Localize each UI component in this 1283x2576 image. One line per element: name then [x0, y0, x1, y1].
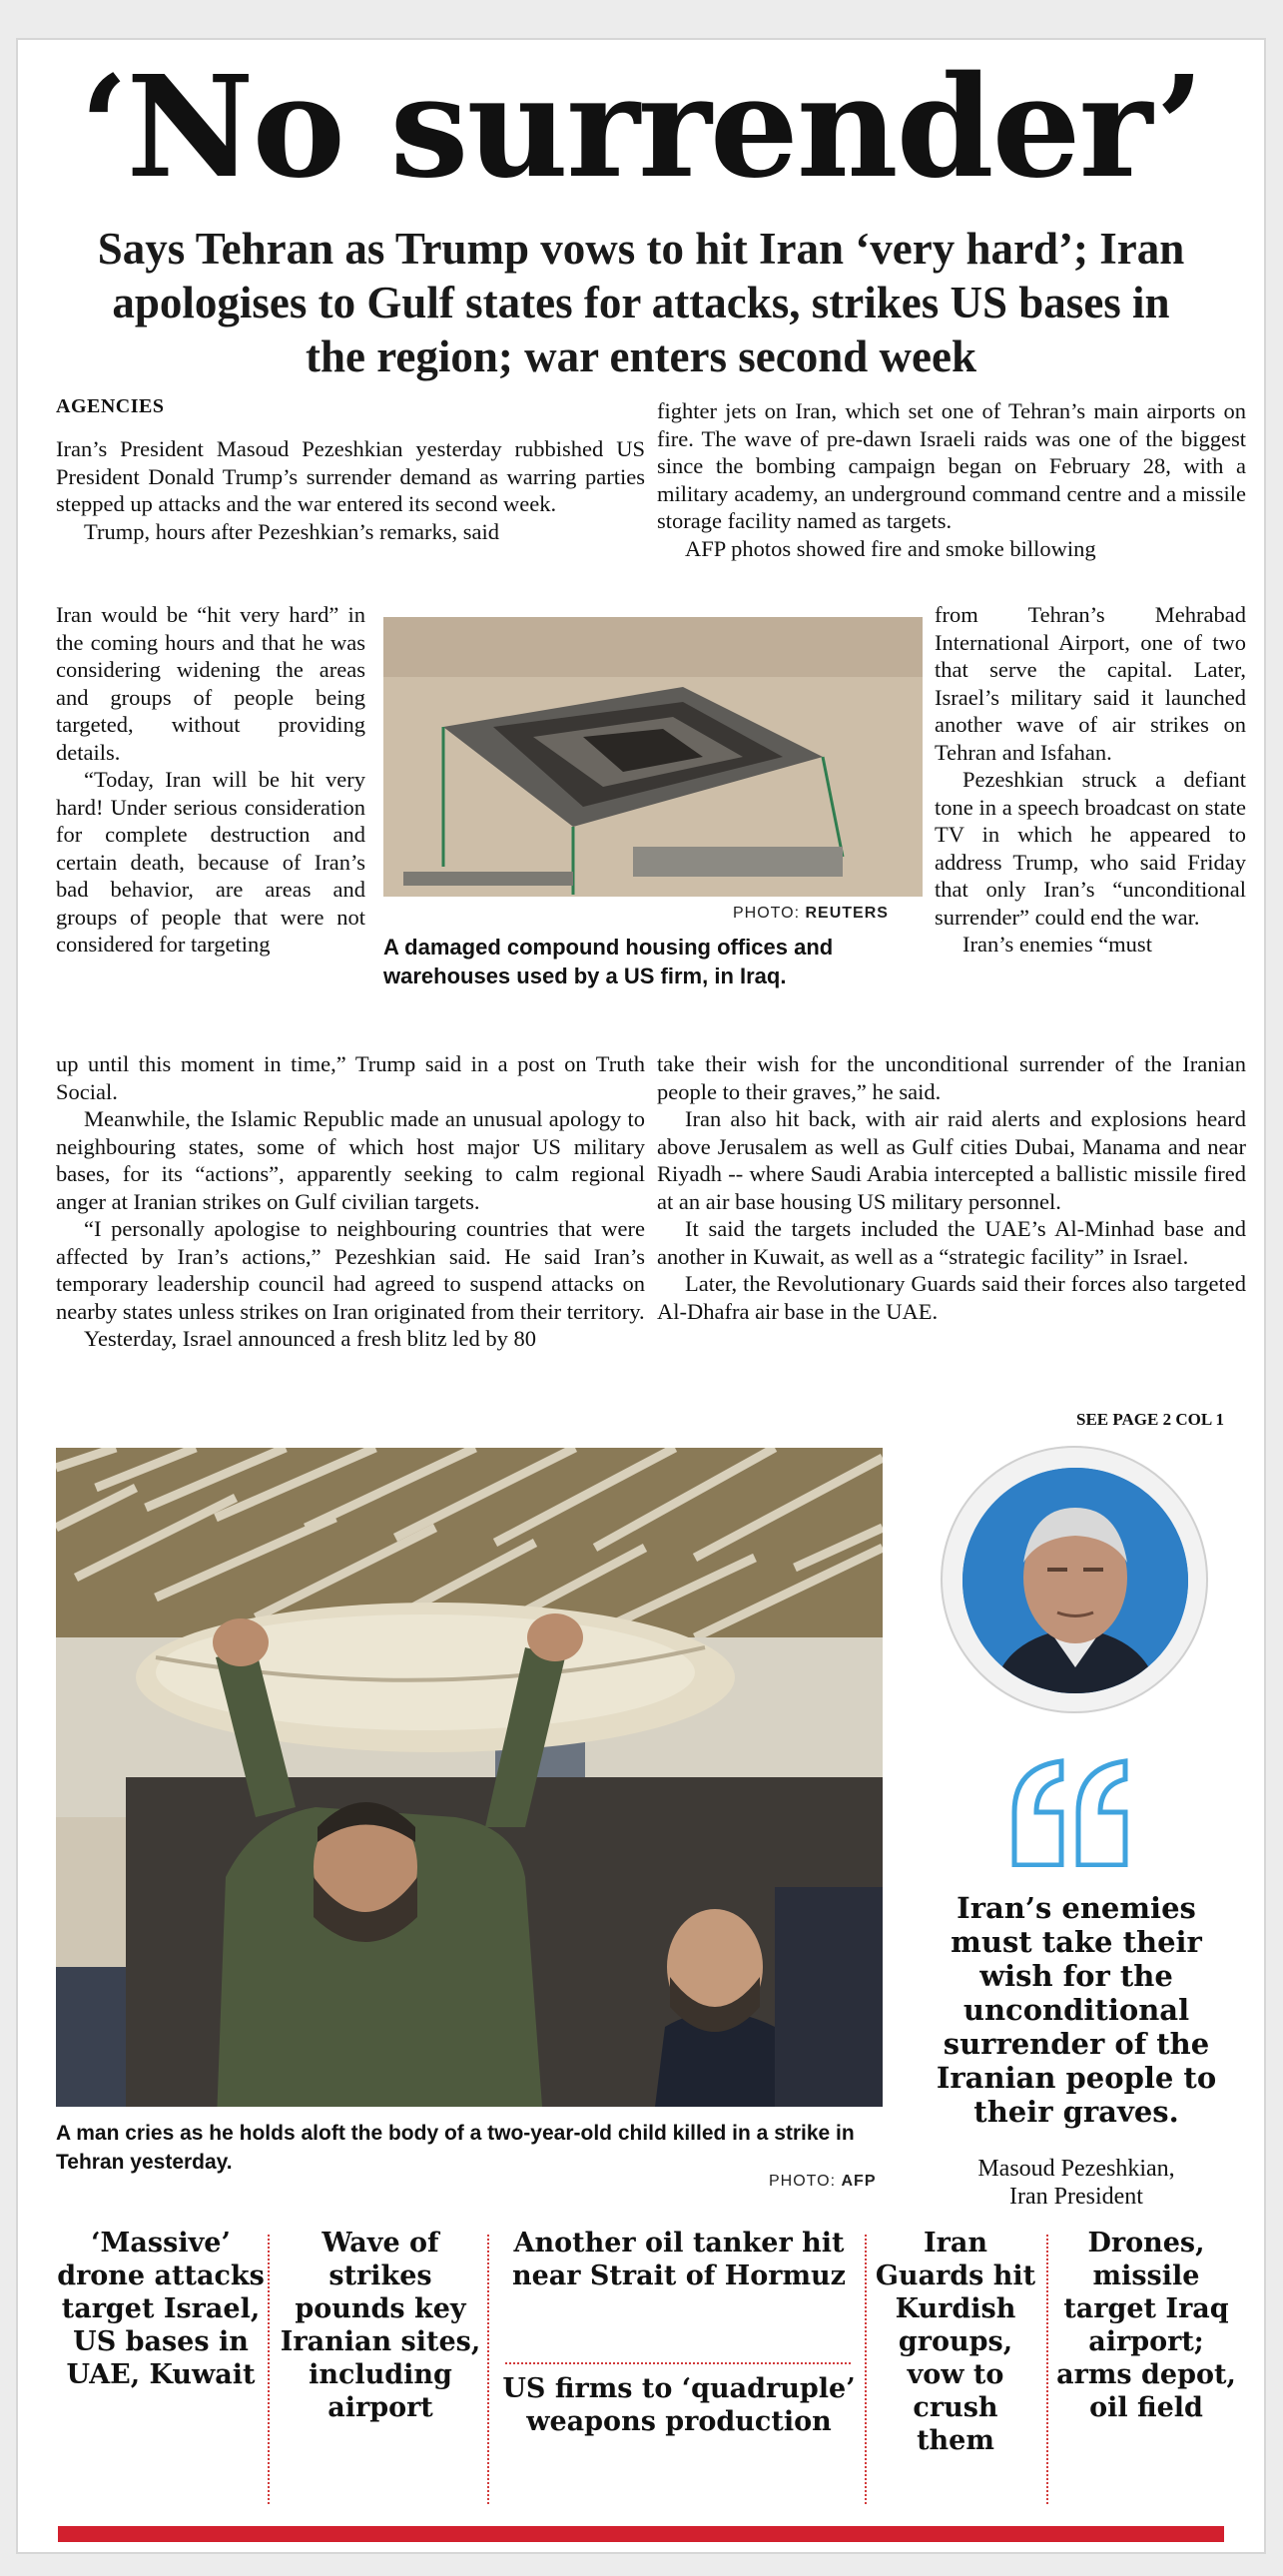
teaser-item[interactable]: Iran Guards hit Kurdish groups, vow to crush them — [875, 2228, 1036, 2456]
story-paragraph: up until this moment in time,” Trump said in a post on Truth Social. — [56, 1051, 645, 1104]
teaser-item[interactable]: Drones, missile target Iraq airport; arms depot, oil field — [1056, 2228, 1236, 2423]
quote-name: Masoud Pezeshkian, — [977, 2156, 1175, 2182]
story-paragraph: Yesterday, Israel announced a fresh blitz led by 80 — [84, 1326, 536, 1351]
headline: ‘No surrender’ — [79, 46, 1203, 210]
story-left-wrap — [56, 601, 365, 959]
teaser-item[interactable]: Another oil tanker hit near Strait of Hormuz — [511, 2228, 847, 2291]
photo-credit: PHOTO: REUTERS — [733, 905, 889, 922]
photo-credit: PHOTO: AFP — [769, 2173, 877, 2190]
story-paragraph: Iran’s President Masoud Pezeshkian yesterday rubbished US President Donald Trump’s surrender demand as warring parties stepped up attacks and the war entered its second week. — [56, 436, 645, 516]
quote-title: Iran President — [1009, 2184, 1143, 2210]
teaser-divider — [268, 2235, 270, 2504]
photo-caption: A man cries as he holds aloft the body of a two-year-old child killed in a strike in Tehran yesterday. — [56, 2122, 855, 2174]
teaser-divider — [1046, 2235, 1048, 2504]
teaser-item[interactable]: ‘Massive’ drone attacks target Israel, US bases in UAE, Kuwait — [57, 2228, 265, 2390]
portrait-photo — [962, 1468, 1188, 1693]
byline: AGENCIES — [56, 395, 165, 417]
teaser-divider — [865, 2235, 867, 2504]
story-paragraph: from Tehran’s Mehrabad International Airport, one of two that serve the capital. Later, Israel’s military said it launched another wave of air strikes on Tehran and Isfahan. — [935, 602, 1246, 765]
funeral-photo — [56, 1448, 883, 2107]
teaser-item[interactable]: Wave of strikes pounds key Iranian sites, including airport — [280, 2228, 481, 2423]
story-paragraph: Iran’s enemies “must — [962, 932, 1152, 957]
pull-quote: Iran’s enemies must take their wish for the unconditional surrender of the Iranian people to their graves. — [936, 1891, 1217, 2129]
teaser-item[interactable]: US firms to ‘quadruple’ weapons production — [502, 2373, 856, 2437]
story-paragraph: Iran would be “hit very hard” in the coming hours and that he was considering widening the areas and groups of people being targeted, without providing details. — [56, 602, 365, 765]
quote-attribution — [927, 2155, 1226, 2211]
story-paragraph: fighter jets on Iran, which set one of Tehran’s main airports on fire. The wave of pre-dawn Israeli raids was one of the biggest since the bombing campaign began on February 28, with a military academy, an underground command centre and a missile storage facility named as targets. — [657, 398, 1246, 533]
story-right-cont — [657, 1050, 1246, 1325]
story-paragraph: Trump, hours after Pezeshkian’s remarks, said — [84, 518, 499, 544]
portrait-frame — [941, 1446, 1208, 1713]
story-paragraph: It said the targets included the UAE’s Al-Minhad base and another in Kuwait, as well as a “strategic facility” in Israel. — [657, 1216, 1246, 1269]
story-left-cont — [56, 1050, 645, 1353]
story-paragraph: Meanwhile, the Islamic Republic made an unusual apology to neighbouring states, some of which host major US military bases, for its “actions”, apparently seeking to calm regional anger at Iranian strikes on Gulf civilian targets. — [56, 1106, 645, 1214]
story-right-top — [657, 397, 1246, 562]
story-paragraph: Pezeshkian struck a defiant tone in a speech broadcast on state TV in which he appeared to address Trump, who said Friday that only Iran’s “unconditional surrender” could end the war. — [935, 767, 1246, 930]
story-paragraph: take their wish for the unconditional surrender of the Iranian people to their graves,” he said. — [657, 1051, 1246, 1104]
story-left-top — [56, 435, 645, 545]
subhead: Says Tehran as Trump vows to hit Iran ‘very hard’; Iran apologises to Gulf states for attacks, strikes US bases in the region; war enters second week — [97, 224, 1185, 381]
compound-photo — [383, 617, 923, 897]
teaser-divider — [505, 2362, 851, 2364]
story-paragraph: “Today, Iran will be hit very hard! Under serious consideration for complete destruction and certain death, because of Iran’s bad behavior, are areas and groups of people that were not considered for targeting — [56, 767, 365, 957]
story-right-wrap — [935, 601, 1246, 959]
teaser-divider — [487, 2235, 489, 2504]
story-paragraph: AFP photos showed fire and smoke billowing — [685, 535, 1096, 561]
front-page — [16, 38, 1266, 2554]
accent-bar — [58, 2526, 1224, 2542]
story-paragraph: Later, the Revolutionary Guards said their forces also targeted Al-Dhafra air base in the UAE. — [657, 1271, 1246, 1324]
photo-caption: A damaged compound housing offices and warehouses used by a US firm, in Iraq. — [383, 935, 834, 988]
continuation-note: SEE PAGE 2 COL 1 — [1076, 1410, 1224, 1429]
story-paragraph: Iran also hit back, with air raid alerts and explosions heard above Jerusalem as well as Gulf cities Dubai, Manama and near Riyadh -- where Saudi Arabia intercepted a ballistic missile fired at an air base housing US military personnel. — [657, 1106, 1246, 1214]
story-paragraph: “I personally apologise to neighbouring countries that were affected by Iran’s actions,” Pezeshkian said. He said Iran’s temporary leadership council had agreed to suspend attacks on nearby states unless strikes on Iran originated from their territory. — [56, 1216, 645, 1324]
quote-mark-icon — [1006, 1757, 1136, 1871]
